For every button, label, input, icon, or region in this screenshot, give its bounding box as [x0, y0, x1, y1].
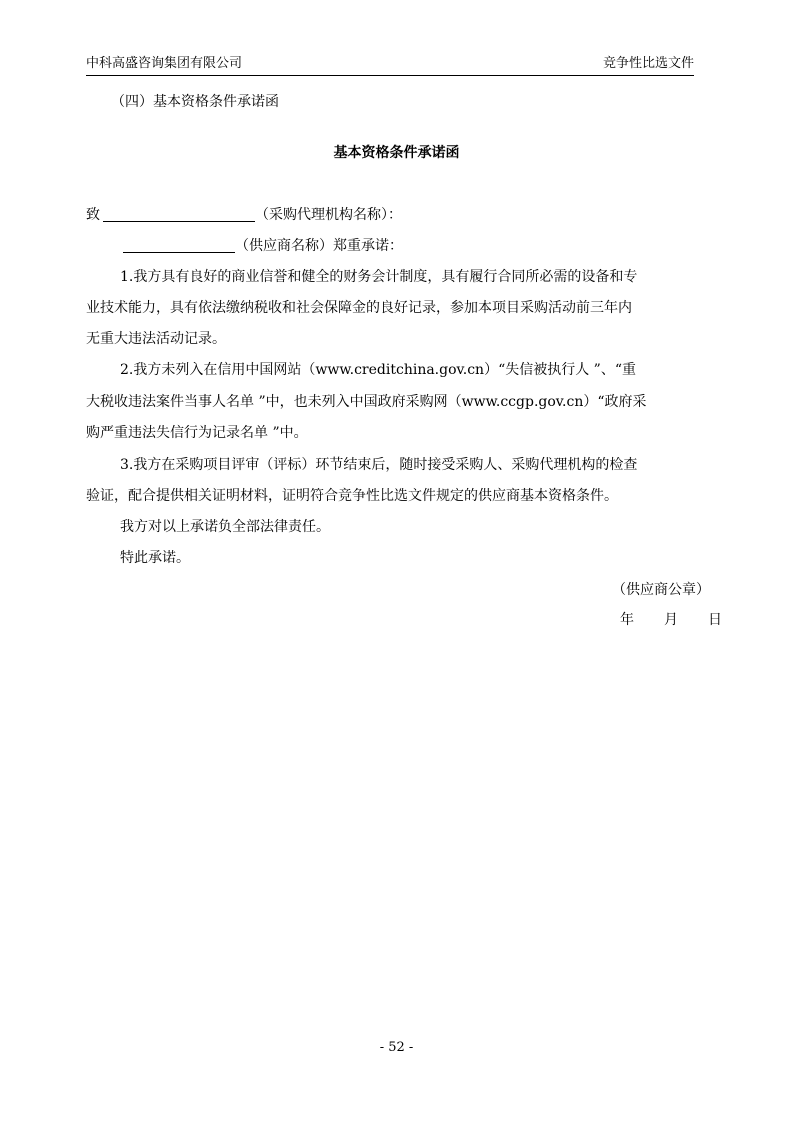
closing-statement: 特此承诺。 — [120, 550, 190, 566]
date-day-label: 日 — [708, 612, 722, 628]
page-number: - 52 - — [379, 1040, 414, 1055]
page-header — [86, 55, 694, 76]
addressee-prefix: 致 — [86, 207, 100, 223]
header-company-name: 中科高盛咨询集团有限公司 — [86, 56, 243, 71]
agency-name-blank[interactable] — [103, 205, 255, 222]
pledge-1-line-3: 无重大违法活动记录。 — [86, 331, 226, 347]
date-year-label: 年 — [620, 612, 634, 628]
supplier-seal-label: （供应商公章） — [612, 582, 710, 598]
pledge-3-line-1: 3.我方在采购项目评审（评标）环节结束后，随时接受采购人、采购代理机构的检查 — [120, 457, 638, 473]
agency-suffix: （采购代理机构名称）： — [255, 207, 402, 223]
pledge-3-line-2: 验证，配合提供相关证明材料，证明符合竞争性比选文件规定的供应商基本资格条件。 — [86, 488, 618, 504]
pledge-2-line-1: 2.我方未列入在信用中国网站（www.creditchina.gov.cn）“失信被执行人 ”、“重 — [120, 362, 636, 378]
supplier-name-blank[interactable] — [123, 236, 235, 253]
supplier-suffix: （供应商名称）郑重承诺： — [235, 238, 403, 254]
signature-date — [620, 610, 722, 630]
supplier-pledge-line — [123, 236, 403, 256]
pledge-1-line-2: 业技术能力，具有依法缴纳税收和社会保障金的良好记录，参加本项目采购活动前三年内 — [86, 300, 632, 316]
pledge-1-line-1: 1.我方具有良好的商业信誉和健全的财务会计制度，具有履行合同所必需的设备和专 — [120, 269, 638, 285]
date-month-label: 月 — [664, 612, 678, 628]
section-heading: （四）基本资格条件承诺函 — [111, 94, 279, 110]
pledge-2-line-3: 购严重违法失信行为记录名单 ”中。 — [86, 425, 308, 441]
addressee-agency-line — [86, 205, 402, 225]
liability-statement: 我方对以上承诺负全部法律责任。 — [120, 519, 330, 535]
pledge-2-line-2: 大税收违法案件当事人名单 ”中，也未列入中国政府采购网（www.ccgp.gov.cn）“政府采 — [86, 394, 647, 410]
header-document-type: 竞争性比选文件 — [602, 56, 694, 71]
document-title: 基本资格条件承诺函 — [333, 145, 460, 161]
